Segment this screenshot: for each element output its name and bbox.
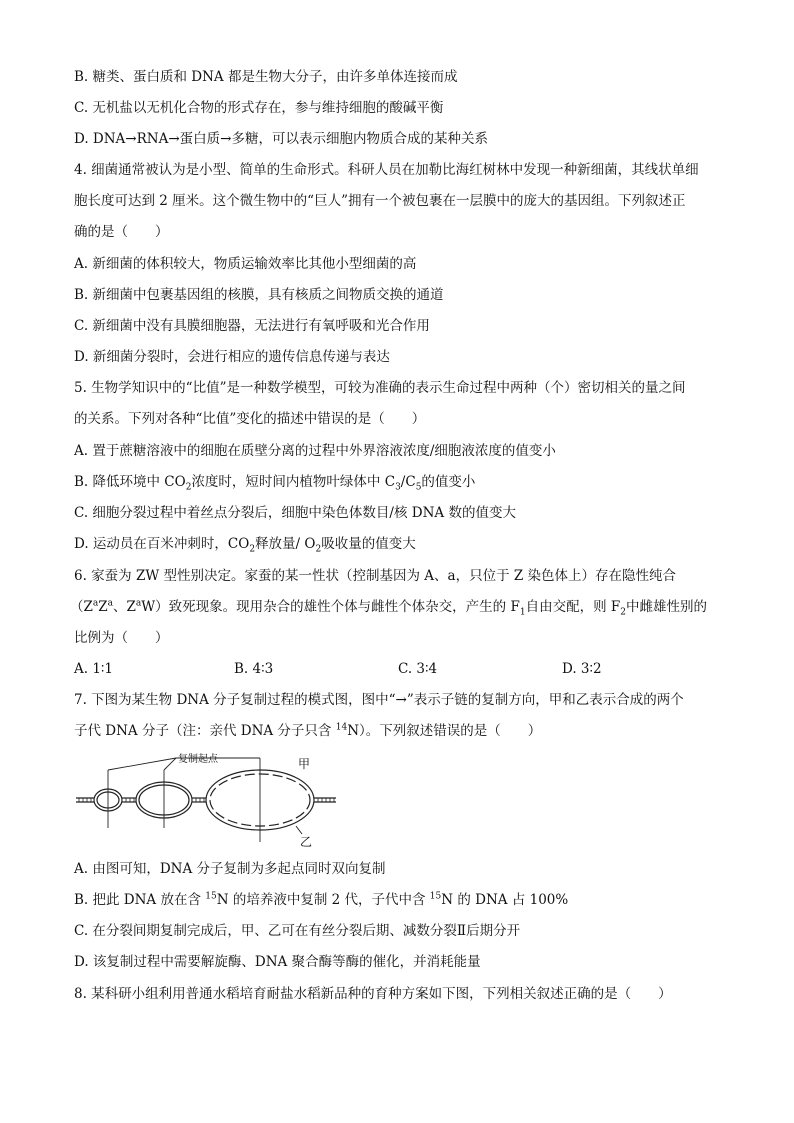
label-replication-origin: 复制起点 xyxy=(178,754,218,765)
q6-option-c: C. 3∶4 xyxy=(398,661,438,677)
q5-stem-line1: 5. 生物学知识中的“比值”是一种数学模型，可较为准确的表示生命过程中两种（个）密切相关的量之间 xyxy=(74,380,686,396)
q6-option-d: D. 3∶2 xyxy=(562,661,602,677)
q5-option-d: D. 运动员在百米冲刺时，$CO_2$释放量/ $O_2$吸收量的值变大 xyxy=(74,536,416,555)
q8-stem-line1: 8. 某科研小组利用普通水稻培育耐盐水稻新品种的育种方案如下图，下列相关叙述正确的是（ ） xyxy=(74,986,672,1002)
q6-stem-line2: （$Z^aZ^a$、$Z^aW$）致死现象。现用杂合的雄性个体与雌性个体杂交，产生的 $F_1$自由交配，则 $F_2$中雌雄性别的 xyxy=(70,598,707,618)
q4-option-d: D. 新细菌分裂时，会进行相应的遗传信息传递与表达 xyxy=(74,349,390,365)
q4-stem-line1: 4. 细菌通常被认为是小型、简单的生命形式。科研人员在加勒比海红树林中发现一种新细菌，其线状单细 xyxy=(74,162,699,178)
q7-option-a: A. 由图可知，DNA 分子复制为多起点同时双向复制 xyxy=(74,861,386,877)
q7-option-d: D. 该复制过程中需要解旋酶、DNA 聚合酶等酶的催化，并消耗能量 xyxy=(74,954,481,970)
q6-stem-line1: 6. 家蚕为 ZW 型性别决定。家蚕的某一性状（控制基因为 A、a，只位于 Z 染色体上）存在隐性纯合 xyxy=(74,568,677,584)
label-yi: 乙 xyxy=(300,835,313,848)
q4-option-b: B. 新细菌中包裹基因组的核膜，具有核质之间物质交换的通道 xyxy=(74,287,444,303)
dna-replication-figure xyxy=(70,748,340,848)
q5-option-b: B. 降低环境中 $CO_2$浓度时，短时间内植物叶绿体中 $C_3/C_5$的值变小 xyxy=(74,474,476,493)
q3-option-c: C. 无机盐以无机化合物的形式存在，参与维持细胞的酸碱平衡 xyxy=(74,100,444,116)
label-jia: 甲 xyxy=(298,757,311,771)
q6-option-a: A. 1∶1 xyxy=(74,661,114,677)
q4-option-a: A. 新细菌的体积较大，物质运输效率比其他小型细菌的高 xyxy=(74,256,417,272)
q5-option-a: A. 置于蔗糖溶液中的细胞在质壁分离的过程中外界溶液浓度/细胞液浓度的值变小 xyxy=(74,443,556,459)
q7-stem-line1: 7. 下图为某生物 DNA 分子复制过程的模式图，图中“→”表示子链的复制方向，甲和乙表示合成的两个 xyxy=(74,692,684,708)
q3-option-d: D. DNA→RNA→蛋白质→多糖，可以表示细胞内物质合成的某种关系 xyxy=(74,131,488,147)
q5-option-c: C. 细胞分裂过程中着丝点分裂后，细胞中染色体数目/核 DNA 数的值变大 xyxy=(74,505,516,521)
q6-stem-line3: 比例为（ ） xyxy=(74,630,169,646)
q4-stem-line3: 确的是（ ） xyxy=(74,224,169,240)
q7-stem-line2: 子代 DNA 分子（注：亲代 DNA 分子只含 $^{14}$N）。下列叙述错误的是（ ） xyxy=(74,722,542,739)
q5-stem-line2: 的关系。下列对各种“比值”变化的描述中错误的是（ ） xyxy=(74,411,426,427)
q4-stem-line2: 胞长度可达到 2 厘米。这个微生物中的“巨人”拥有一个被包裹在一层膜中的庞大的基因组。下列叙述正 xyxy=(74,193,686,209)
q4-option-c: C. 新细菌中没有具膜细胞器，无法进行有氧呼吸和光合作用 xyxy=(74,318,430,334)
q6-option-b: B. 4∶3 xyxy=(234,661,274,677)
q3-option-b: B. 糖类、蛋白质和 DNA 都是生物大分子，由许多单体连接而成 xyxy=(74,69,458,85)
q7-option-b: B. 把此 DNA 放在含 $^{15}$N 的培养液中复制 2 代，子代中含 $^{15}$N 的 DNA 占 100% xyxy=(74,891,569,908)
q7-option-c: C. 在分裂间期复制完成后，甲、乙可在有丝分裂后期、减数分裂Ⅱ后期分开 xyxy=(74,923,521,939)
